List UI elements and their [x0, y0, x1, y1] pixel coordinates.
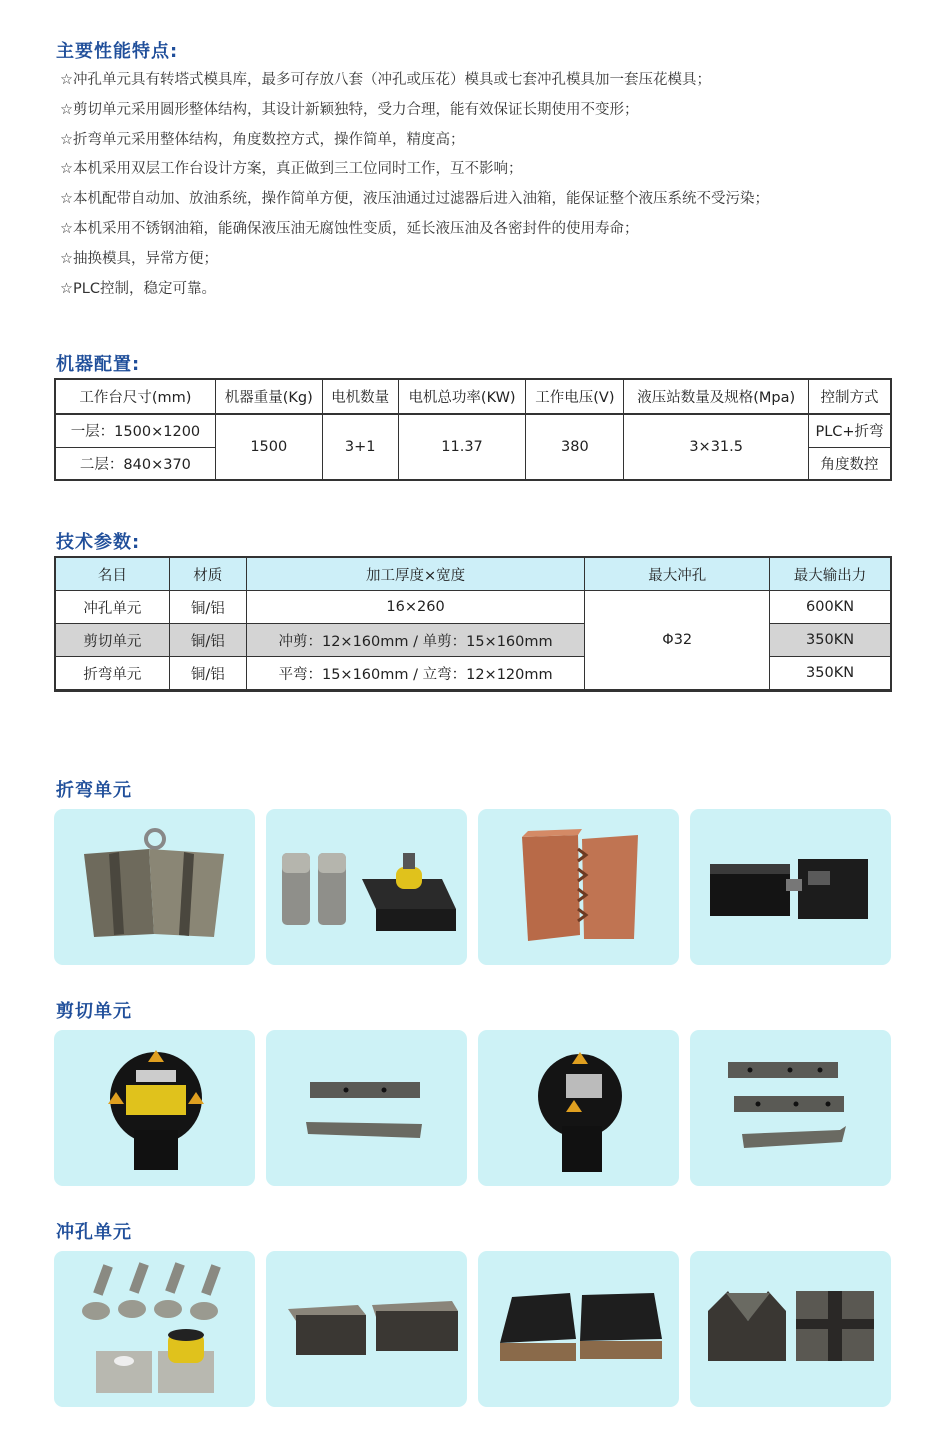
config-header: 控制方式 — [809, 380, 891, 415]
photo-punch-and-die-set — [54, 1251, 255, 1407]
gallery-punching — [54, 1251, 892, 1407]
photo-shear-blade-set — [690, 1030, 891, 1186]
unit-force: 350KN — [770, 657, 891, 690]
unit-name: 折弯单元 — [56, 657, 170, 690]
photo-bending-punches-and-die — [266, 809, 467, 965]
features-title: 主要性能特点: — [56, 41, 179, 62]
unit-name: 剪切单元 — [56, 624, 170, 657]
params-title: 技术参数: — [56, 532, 141, 553]
feature-item: ☆折弯单元采用整体结构，角度数控方式，操作简单，精度高； — [60, 131, 465, 148]
config-header: 工作电压(V) — [526, 380, 624, 415]
feature-item: ☆剪切单元采用圆形整体结构，其设计新颖独特，受力合理，能有效保证长期使用不变形； — [60, 101, 639, 118]
machine-weight: 1500 — [215, 414, 322, 480]
max-punch: Φ32 — [585, 591, 770, 690]
unit-name: 冲孔单元 — [56, 591, 170, 624]
motor-count: 3+1 — [322, 414, 398, 480]
gallery-title-shearing: 剪切单元 — [56, 1001, 132, 1022]
unit-thickness: 冲剪：12×160mm / 单剪：15×160mm — [246, 624, 585, 657]
photo-punch-die-blocks — [266, 1251, 467, 1407]
config-header: 电机数量 — [322, 380, 398, 415]
params-table — [55, 557, 891, 690]
params-header: 名目 — [56, 558, 170, 591]
photo-shear-unit-head — [54, 1030, 255, 1186]
gallery-title-bending: 折弯单元 — [56, 780, 132, 801]
features-list — [60, 66, 920, 304]
motor-power: 11.37 — [398, 414, 526, 480]
unit-force: 600KN — [770, 591, 891, 624]
table-row — [56, 591, 891, 624]
gallery-title-punching: 冲孔单元 — [56, 1222, 132, 1243]
unit-material: 铜/铝 — [169, 624, 246, 657]
photo-shear-blades — [266, 1030, 467, 1186]
photo-v-die-blocks — [690, 1251, 891, 1407]
hydraulic-spec: 3×31.5 — [624, 414, 809, 480]
config-header: 机器重量(Kg) — [215, 380, 322, 415]
photo-punch-die-blocks-alt — [478, 1251, 679, 1407]
photo-shear-unit-head-alt — [478, 1030, 679, 1186]
feature-item: ☆抽换模具，异常方便； — [60, 250, 218, 267]
photo-bending-die-block — [54, 809, 255, 965]
params-header: 最大输出力 — [770, 558, 891, 591]
unit-material: 铜/铝 — [169, 657, 246, 690]
gallery-bending — [54, 809, 892, 965]
photo-bending-die-holder — [690, 809, 891, 965]
config-header: 液压站数量及规格(Mpa) — [624, 380, 809, 415]
feature-item: ☆本机采用不锈钢油箱，能确保液压油无腐蚀性变质，延长液压油及各密封件的使用寿命； — [60, 220, 639, 237]
params-header: 材质 — [169, 558, 246, 591]
control-mode-line1: PLC+折弯 — [809, 414, 891, 447]
table-size-top: 一层：1500×1200 — [56, 414, 216, 447]
photo-copper-bending-dies — [478, 809, 679, 965]
feature-item: ☆冲孔单元具有转塔式模具库，最多可存放八套（冲孔或压花）模具或七套冲孔模具加一套压花模具； — [60, 72, 711, 88]
unit-force: 350KN — [770, 624, 891, 657]
params-header: 加工厚度×宽度 — [246, 558, 585, 591]
control-mode-line2: 角度数控 — [809, 447, 891, 480]
unit-material: 铜/铝 — [169, 591, 246, 624]
config-header: 工作台尺寸(mm) — [56, 380, 216, 415]
gallery-shearing — [54, 1030, 892, 1186]
config-title: 机器配置: — [56, 354, 141, 375]
feature-item: ☆本机采用双层工作台设计方案，真正做到三工位同时工作，互不影响； — [60, 161, 523, 178]
unit-thickness: 16×260 — [246, 591, 585, 624]
feature-item: ☆PLC控制，稳定可靠。 — [60, 280, 216, 297]
unit-thickness: 平弯：15×160mm / 立弯：12×120mm — [246, 657, 585, 690]
table-size-bottom: 二层：840×370 — [56, 447, 216, 480]
params-header: 最大冲孔 — [585, 558, 770, 591]
feature-item: ☆本机配带自动加、放油系统，操作简单方便，液压油通过过滤器后进入油箱，能保证整个液压系统不受污染； — [60, 191, 769, 208]
config-table — [55, 379, 891, 481]
config-header: 电机总功率(KW) — [398, 380, 526, 415]
working-voltage: 380 — [526, 414, 624, 480]
